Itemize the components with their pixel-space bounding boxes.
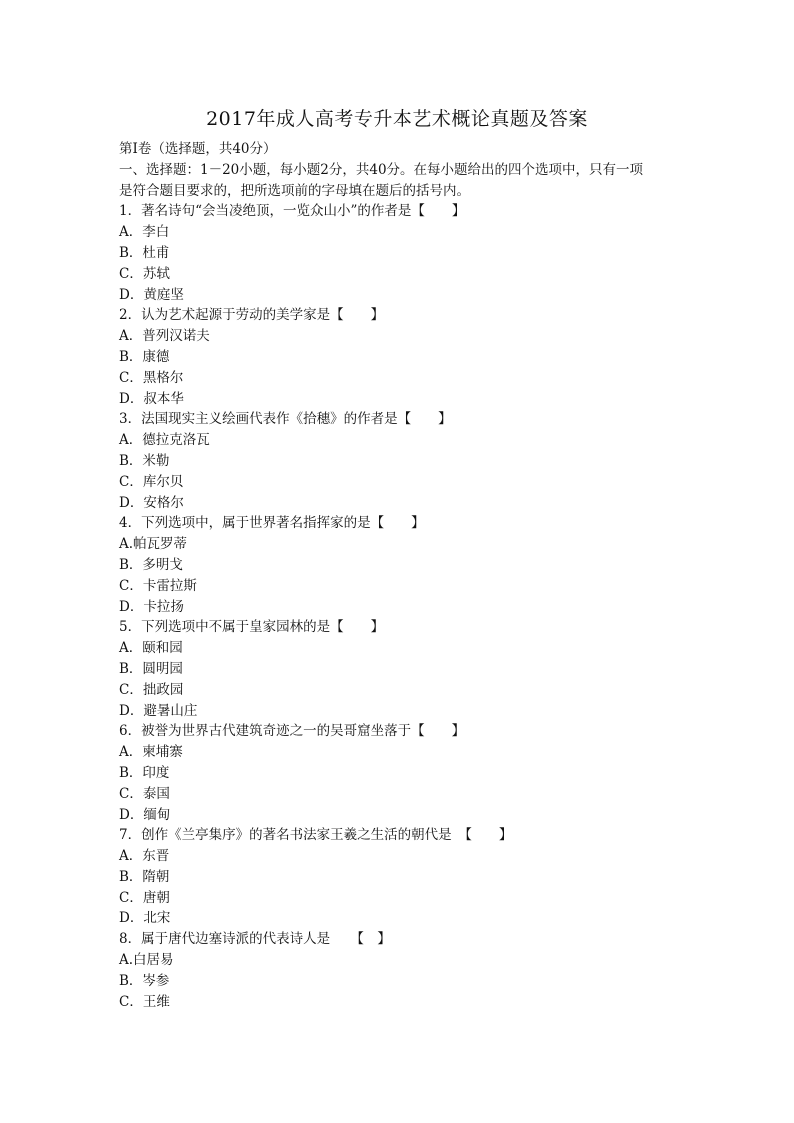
question-2-option: C．黑格尔 bbox=[119, 369, 184, 386]
question-2-option: B．康德 bbox=[119, 348, 170, 365]
question-6-option: B．印度 bbox=[119, 764, 170, 781]
question-2-option: D．叔本华 bbox=[119, 390, 184, 407]
question-8: 8．属于唐代边塞诗派的代表诗人是 【 】 bbox=[119, 931, 391, 948]
question-1-option: C．苏轼 bbox=[119, 265, 170, 282]
question-1-option: D．黄庭坚 bbox=[119, 286, 184, 303]
question-3-option: C．库尔贝 bbox=[119, 473, 184, 490]
question-8-option: B．岑参 bbox=[119, 972, 170, 989]
question-4: 4．下列选项中，属于世界著名指挥家的是【 】 bbox=[119, 515, 425, 532]
question-7-option: C．唐朝 bbox=[119, 889, 170, 906]
question-7: 7．创作《兰亭集序》的著名书法家王羲之生活的朝代是 【 】 bbox=[119, 827, 513, 844]
question-8-option: A.白居易 bbox=[119, 952, 174, 969]
question-3-option: A．德拉克洛瓦 bbox=[119, 432, 210, 449]
question-5-option: C．拙政园 bbox=[119, 681, 184, 698]
question-5-option: A．颐和园 bbox=[119, 640, 183, 657]
document-title: 2017年成人高考专升本艺术概论真题及答案 bbox=[206, 108, 588, 130]
document-body bbox=[119, 139, 679, 1012]
question-1: 1．著名诗句“会当凌绝顶，一览众山小”的作者是【 】 bbox=[119, 203, 466, 220]
question-7-option: B．隋朝 bbox=[119, 868, 170, 885]
question-7-option: D．北宋 bbox=[119, 910, 171, 927]
question-6-option: C．泰国 bbox=[119, 785, 170, 802]
question-5-option: D．避暑山庄 bbox=[119, 702, 198, 719]
section-heading: 第Ⅰ卷（选择题，共40分） bbox=[119, 141, 277, 157]
question-1-option: A．李白 bbox=[119, 224, 170, 241]
question-3: 3．法国现实主义绘画代表作《拾穗》的作者是【 】 bbox=[119, 411, 452, 428]
question-2: 2．认为艺术起源于劳动的美学家是【 】 bbox=[119, 307, 385, 324]
question-5-option: B．圆明园 bbox=[119, 660, 183, 677]
question-7-option: A．东晋 bbox=[119, 848, 170, 865]
question-1-option: B．杜甫 bbox=[119, 244, 170, 261]
question-list bbox=[119, 201, 679, 1012]
question-6-option: A．柬埔寨 bbox=[119, 744, 183, 761]
question-4-option: A.帕瓦罗蒂 bbox=[119, 536, 188, 553]
question-3-option: B．米勒 bbox=[119, 452, 170, 469]
question-5: 5．下列选项中不属于皇家园林的是【 】 bbox=[119, 619, 385, 636]
instructions-line-1: 一、选择题：1－20小题，每小题2分，共40分。在每小题给出的四个选项中，只有一项 bbox=[119, 161, 644, 178]
question-8-option: C．王维 bbox=[119, 993, 170, 1010]
question-4-option: B．多明戈 bbox=[119, 556, 183, 573]
instructions-line-2: 是符合题目要求的，把所选项前的字母填在题后的括号内。 bbox=[119, 182, 470, 199]
question-3-option: D．安格尔 bbox=[119, 494, 184, 511]
question-6: 6．被誉为世界古代建筑奇迹之一的吴哥窟坐落于【 】 bbox=[119, 723, 466, 740]
question-2-option: A．普列汉诺夫 bbox=[119, 328, 210, 345]
question-4-option: C．卡雷拉斯 bbox=[119, 577, 197, 594]
question-6-option: D．缅甸 bbox=[119, 806, 171, 823]
question-4-option: D．卡拉扬 bbox=[119, 598, 184, 615]
